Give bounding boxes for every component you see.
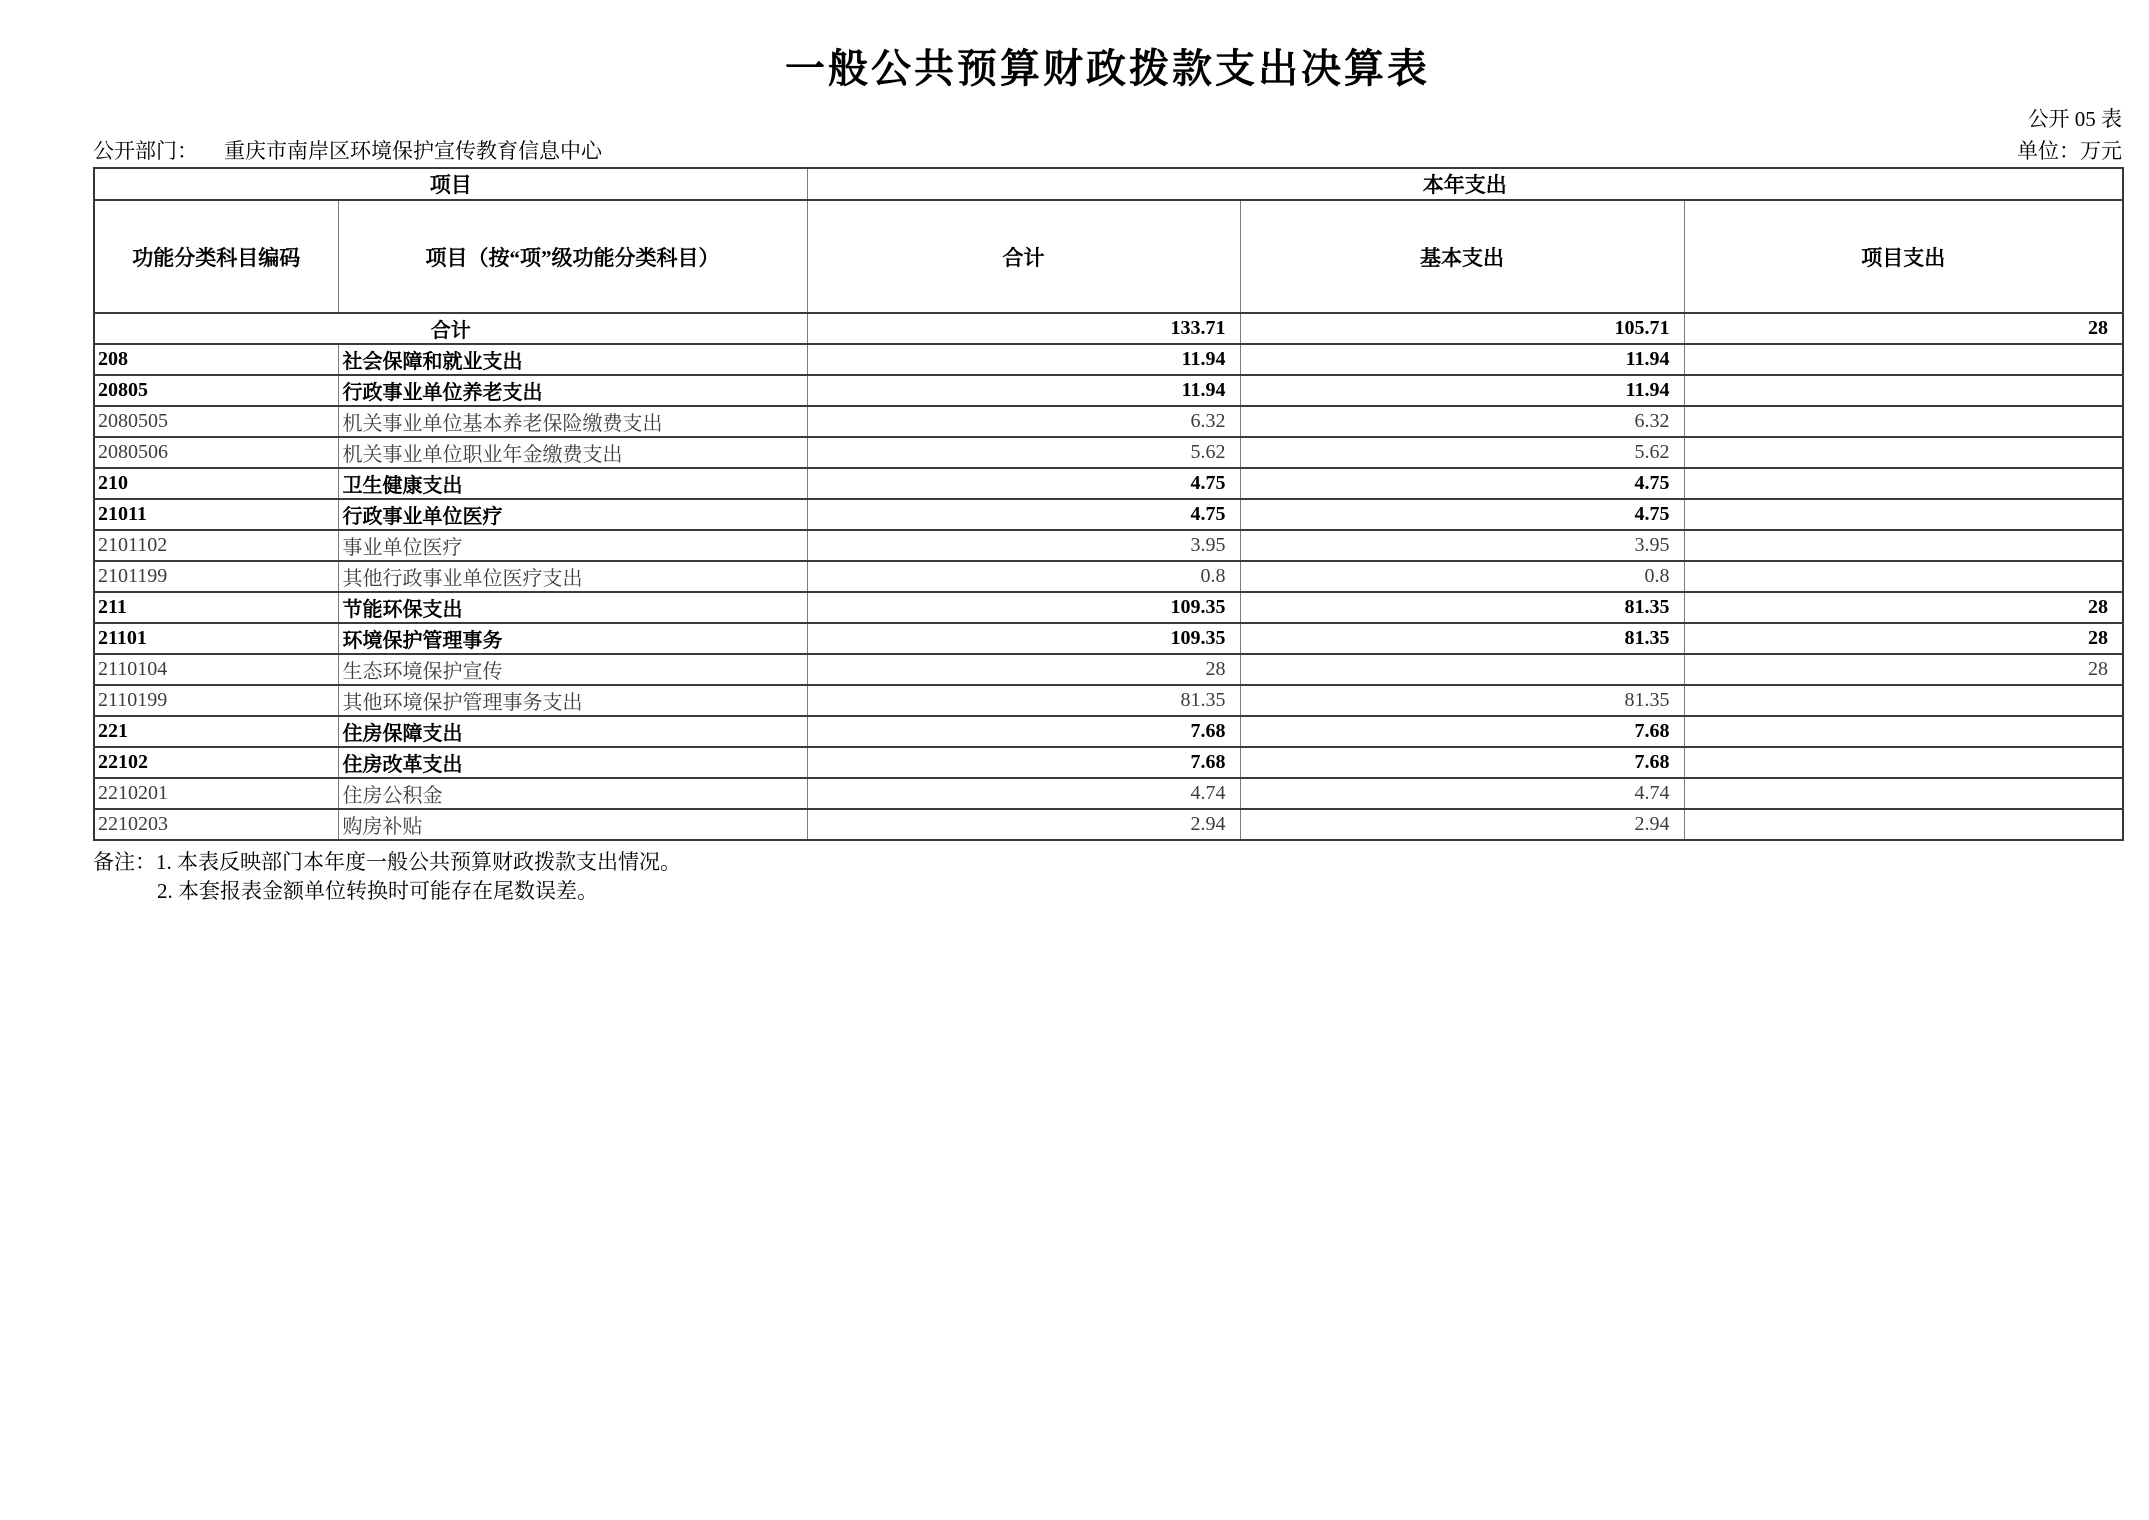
table-row <box>94 499 2123 530</box>
cell-basic: 11.94 <box>1240 344 1684 375</box>
cell-code: 22102 <box>94 747 338 778</box>
cell-code: 221 <box>94 716 338 747</box>
table-row <box>94 592 2123 623</box>
cell-item: 生态环境保护宣传 <box>338 654 807 685</box>
cell-total: 4.74 <box>807 778 1240 809</box>
cell-project: 28 <box>1684 592 2123 623</box>
cell-project <box>1684 499 2123 530</box>
cell-project <box>1684 530 2123 561</box>
cell-total: 28 <box>807 654 1240 685</box>
cell-total: 4.75 <box>807 468 1240 499</box>
cell-project: 28 <box>1684 623 2123 654</box>
table-row <box>94 778 2123 809</box>
table-row <box>94 406 2123 437</box>
cell-code: 2110199 <box>94 685 338 716</box>
cell-item: 事业单位医疗 <box>338 530 807 561</box>
table-header <box>94 168 2123 313</box>
cell-basic: 11.94 <box>1240 375 1684 406</box>
cell-project <box>1684 468 2123 499</box>
cell-basic: 7.68 <box>1240 747 1684 778</box>
cell-basic: 81.35 <box>1240 623 1684 654</box>
cell-basic: 0.8 <box>1240 561 1684 592</box>
cell-project <box>1684 344 2123 375</box>
cell-total: 6.32 <box>807 406 1240 437</box>
header-col-project: 项目支出 <box>1684 200 2123 313</box>
cell-code: 2080505 <box>94 406 338 437</box>
table-row <box>94 375 2123 406</box>
cell-project: 28 <box>1684 654 2123 685</box>
cell-project <box>1684 809 2123 840</box>
cell-project <box>1684 561 2123 592</box>
cell-item: 机关事业单位职业年金缴费支出 <box>338 437 807 468</box>
department-label: 公开部门： <box>93 139 198 163</box>
cell-project <box>1684 406 2123 437</box>
table-row <box>94 530 2123 561</box>
cell-code: 2080506 <box>94 437 338 468</box>
cell-item: 购房补贴 <box>338 809 807 840</box>
info-row <box>93 138 2122 167</box>
cell-total: 11.94 <box>807 344 1240 375</box>
page-title: 一般公共预算财政拨款支出决算表 <box>785 46 1430 91</box>
cell-project: 28 <box>1684 313 2123 344</box>
cell-basic: 5.62 <box>1240 437 1684 468</box>
header-col-code: 功能分类科目编码 <box>94 200 338 313</box>
cell-code: 21101 <box>94 623 338 654</box>
header-col-total: 合计 <box>807 200 1240 313</box>
cell-project <box>1684 747 2123 778</box>
cell-total: 81.35 <box>807 685 1240 716</box>
cell-basic: 4.74 <box>1240 778 1684 809</box>
cell-item: 住房公积金 <box>338 778 807 809</box>
cell-total: 109.35 <box>807 623 1240 654</box>
cell-item: 卫生健康支出 <box>338 468 807 499</box>
cell-total: 109.35 <box>807 592 1240 623</box>
cell-code: 2101199 <box>94 561 338 592</box>
notes-label: 备注： <box>93 850 156 874</box>
cell-code: 2110104 <box>94 654 338 685</box>
header-columns-row <box>94 200 2123 313</box>
cell-item: 节能环保支出 <box>338 592 807 623</box>
cell-basic: 4.75 <box>1240 468 1684 499</box>
cell-total: 3.95 <box>807 530 1240 561</box>
cell-project <box>1684 375 2123 406</box>
cell-basic: 6.32 <box>1240 406 1684 437</box>
cell-total: 7.68 <box>807 716 1240 747</box>
cell-code: 2210203 <box>94 809 338 840</box>
cell-total: 5.62 <box>807 437 1240 468</box>
cell-item: 其他环境保护管理事务支出 <box>338 685 807 716</box>
table-row <box>94 685 2123 716</box>
table-row <box>94 437 2123 468</box>
unit-label: 单位：万元 <box>2017 139 2122 163</box>
cell-project <box>1684 716 2123 747</box>
note-2-text: 2. 本套报表金额单位转换时可能存在尾数误差。 <box>157 879 598 903</box>
cell-total: 4.75 <box>807 499 1240 530</box>
table-row <box>94 561 2123 592</box>
cell-code: 211 <box>94 592 338 623</box>
cell-total: 7.68 <box>807 747 1240 778</box>
table-row <box>94 716 2123 747</box>
cell-basic: 4.75 <box>1240 499 1684 530</box>
note-line-2 <box>93 877 2122 906</box>
table-row <box>94 747 2123 778</box>
table-code-label: 公开 05 表 <box>2027 107 2122 131</box>
cell-basic: 7.68 <box>1240 716 1684 747</box>
note-1-text: 1. 本表反映部门本年度一般公共预算财政拨款支出情况。 <box>156 850 681 874</box>
cell-item: 环境保护管理事务 <box>338 623 807 654</box>
table-row <box>94 313 2123 344</box>
table-row <box>94 654 2123 685</box>
cell-project <box>1684 778 2123 809</box>
cell-item: 社会保障和就业支出 <box>338 344 807 375</box>
cell-project <box>1684 685 2123 716</box>
department-line <box>93 138 602 164</box>
cell-project <box>1684 437 2123 468</box>
table-row <box>94 809 2123 840</box>
cell-item: 行政事业单位养老支出 <box>338 375 807 406</box>
department-value: 重庆市南岸区环境保护宣传教育信息中心 <box>224 139 602 163</box>
table-row <box>94 468 2123 499</box>
report-content <box>93 0 2122 906</box>
header-col-basic: 基本支出 <box>1240 200 1684 313</box>
header-col-item: 项目（按“项”级功能分类科目） <box>338 200 807 313</box>
cell-item: 合计 <box>94 313 807 344</box>
notes <box>93 848 2122 906</box>
cell-total: 133.71 <box>807 313 1240 344</box>
header-group-row <box>94 168 2123 200</box>
cell-item: 住房保障支出 <box>338 716 807 747</box>
cell-basic <box>1240 654 1684 685</box>
cell-code: 2101102 <box>94 530 338 561</box>
table-row <box>94 623 2123 654</box>
cell-basic: 3.95 <box>1240 530 1684 561</box>
header-group-year-expenditure: 本年支出 <box>807 168 2123 200</box>
cell-code: 20805 <box>94 375 338 406</box>
table-row <box>94 344 2123 375</box>
expenditure-table <box>93 167 2124 841</box>
cell-basic: 2.94 <box>1240 809 1684 840</box>
cell-item: 行政事业单位医疗 <box>338 499 807 530</box>
cell-basic: 81.35 <box>1240 592 1684 623</box>
cell-total: 0.8 <box>807 561 1240 592</box>
cell-basic: 81.35 <box>1240 685 1684 716</box>
cell-total: 11.94 <box>807 375 1240 406</box>
cell-code: 208 <box>94 344 338 375</box>
cell-code: 21011 <box>94 499 338 530</box>
header-group-project: 项目 <box>94 168 807 200</box>
cell-item: 机关事业单位基本养老保险缴费支出 <box>338 406 807 437</box>
note-line-1 <box>93 848 2122 877</box>
cell-total: 2.94 <box>807 809 1240 840</box>
cell-basic: 105.71 <box>1240 313 1684 344</box>
cell-item: 其他行政事业单位医疗支出 <box>338 561 807 592</box>
cell-item: 住房改革支出 <box>338 747 807 778</box>
cell-code: 210 <box>94 468 338 499</box>
cell-code: 2210201 <box>94 778 338 809</box>
table-body <box>94 313 2123 840</box>
